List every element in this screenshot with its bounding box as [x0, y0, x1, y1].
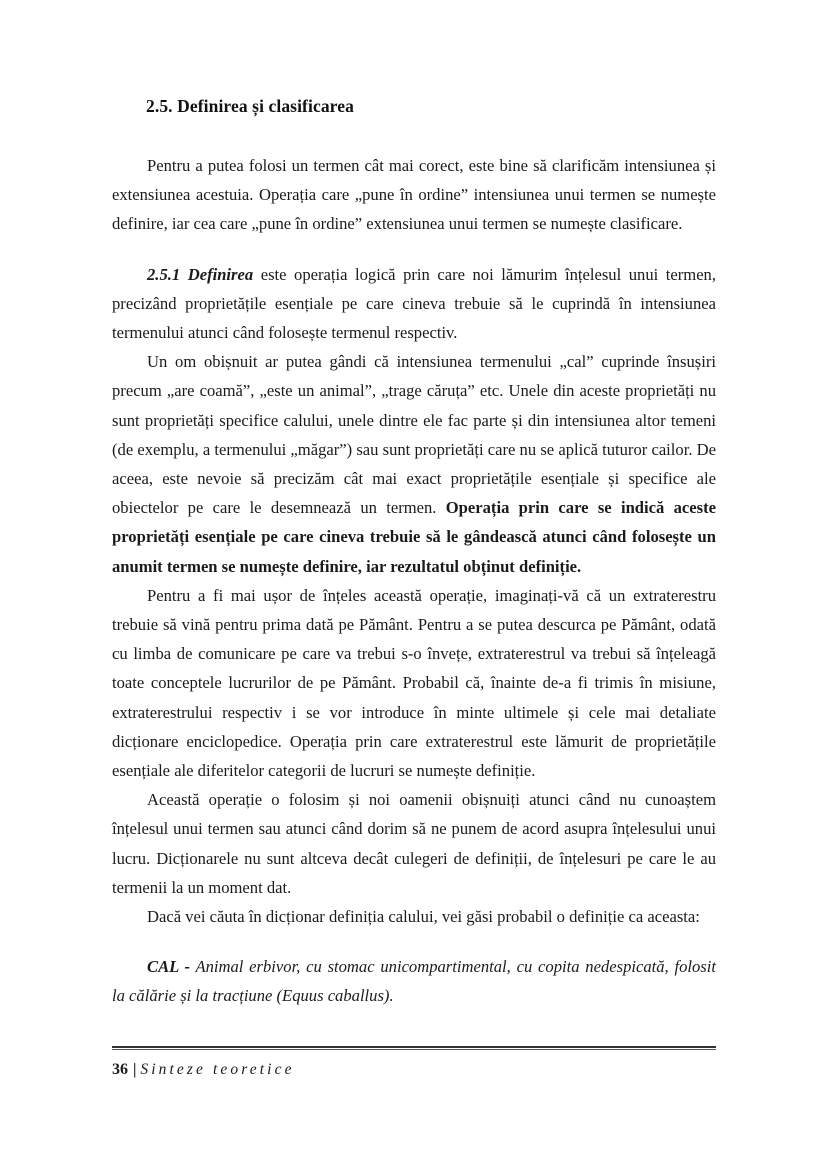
definition-spacer	[112, 931, 716, 952]
paragraph-text: Pentru a fi mai ușor de înțeles această operație, imaginați-vă că un extraterestru trebuie să vină pentru prima dată pe Pământ. Pentru a se putea descurca pe Pământ, odată cu limba de comunicare pe care va trebui s-o învețe, extraterestrul va trebui să înțeleagă toate conceptele lucrurilor de pe Pământ. Probabil că, înainte de-a fi trimis în misiune, extraterestrului respectiv i se vor introduce în minte ultimele și cele mai detaliate dicționare enciclopedice. Operația prin care extraterestrul este lămurit de proprietățile esențiale ale diferitelor categorii de lucruri se numește definiție.	[112, 585, 716, 781]
paragraph-cal-example	[112, 347, 716, 581]
dictionary-definition-entry	[112, 952, 716, 1010]
paragraph-text: este operația logică prin care noi lămurim înțelesul unui termen, precizând proprietățile esențiale pe care cineva trebuie să le cuprindă în intensiunea termenului atunci când folosește termenul respectiv.	[112, 264, 717, 343]
footer-separator: |	[133, 1061, 137, 1078]
definition-text: Animal erbivor, cu stomac unicompartimental, cu copita nedespicată, folosit la călărie și la tracțiune (Equus caballus).	[112, 957, 716, 1006]
footer-rule-thin	[112, 1049, 716, 1050]
paragraph-text: Un om obișnuit ar putea gândi că intensiunea termenului „cal” cuprinde însușiri precum „are coamă”, „este un animal”, „trage căruța” etc. Unele din aceste proprietăți nu sunt proprietăți specifice calului, unele dintre ele fac parte și din intensiunea altor temeni (de exemplu, a termenului „măgar”) sau sunt proprietăți care nu se aplică tuturor cailor. De aceea, este nevoie să precizăm cât mai exact proprietățile esențiale și specifice ale obiectelor pe care le desemnează un termen.	[112, 352, 716, 518]
paragraph-spacer	[112, 239, 716, 260]
page-number: 36	[112, 1061, 128, 1078]
definition-term: CAL -	[147, 957, 190, 977]
paragraph-text: Pentru a putea folosi un termen cât mai corect, este bine să clarificăm intensiunea și extensiunea acestuia. Operația care „pune în ordine” intensiunea unui termen se numește definire, iar cea care „pune în ordine” extensiunea unui termen se numește clasificare.	[112, 156, 716, 234]
emphasized-definition-text: Operația prin care se indică aceste proprietăți esențiale pe care cineva trebuie să le gândească atunci când folosește un anumit termen se numește definire, iar rezultatul obținut definiție.	[112, 498, 716, 576]
paragraph-intro	[112, 151, 716, 239]
paragraph-extraterestru	[112, 581, 716, 785]
subsection-label: 2.5.1 Definirea	[147, 264, 254, 284]
page-content	[112, 96, 716, 1011]
paragraph-text: Dacă vei căuta în dicționar definiția calului, vei găsi probabil o definiție ca aceasta:	[147, 907, 700, 927]
paragraph-text: Această operație o folosim și noi oamenii obișnuiți atunci când nu cunoaștem înțelesul unui termen sau atunci când dorim să ne punem de acord asupra înțelesului unui lucru. Dicționarele nu sunt altceva decât culegeri de definiții, de înțelesuri pe care le au termenii la un moment dat.	[112, 790, 716, 897]
page-title: 2.5. Definirea și clasificarea	[146, 96, 354, 116]
page-footer	[112, 1046, 716, 1079]
paragraph-cautare	[112, 902, 716, 931]
footer-book-title: Sinteze teoretice	[140, 1061, 295, 1078]
footer-content	[112, 1061, 716, 1079]
paragraph-dictionare	[112, 785, 716, 902]
paragraph-definirea	[112, 260, 716, 348]
